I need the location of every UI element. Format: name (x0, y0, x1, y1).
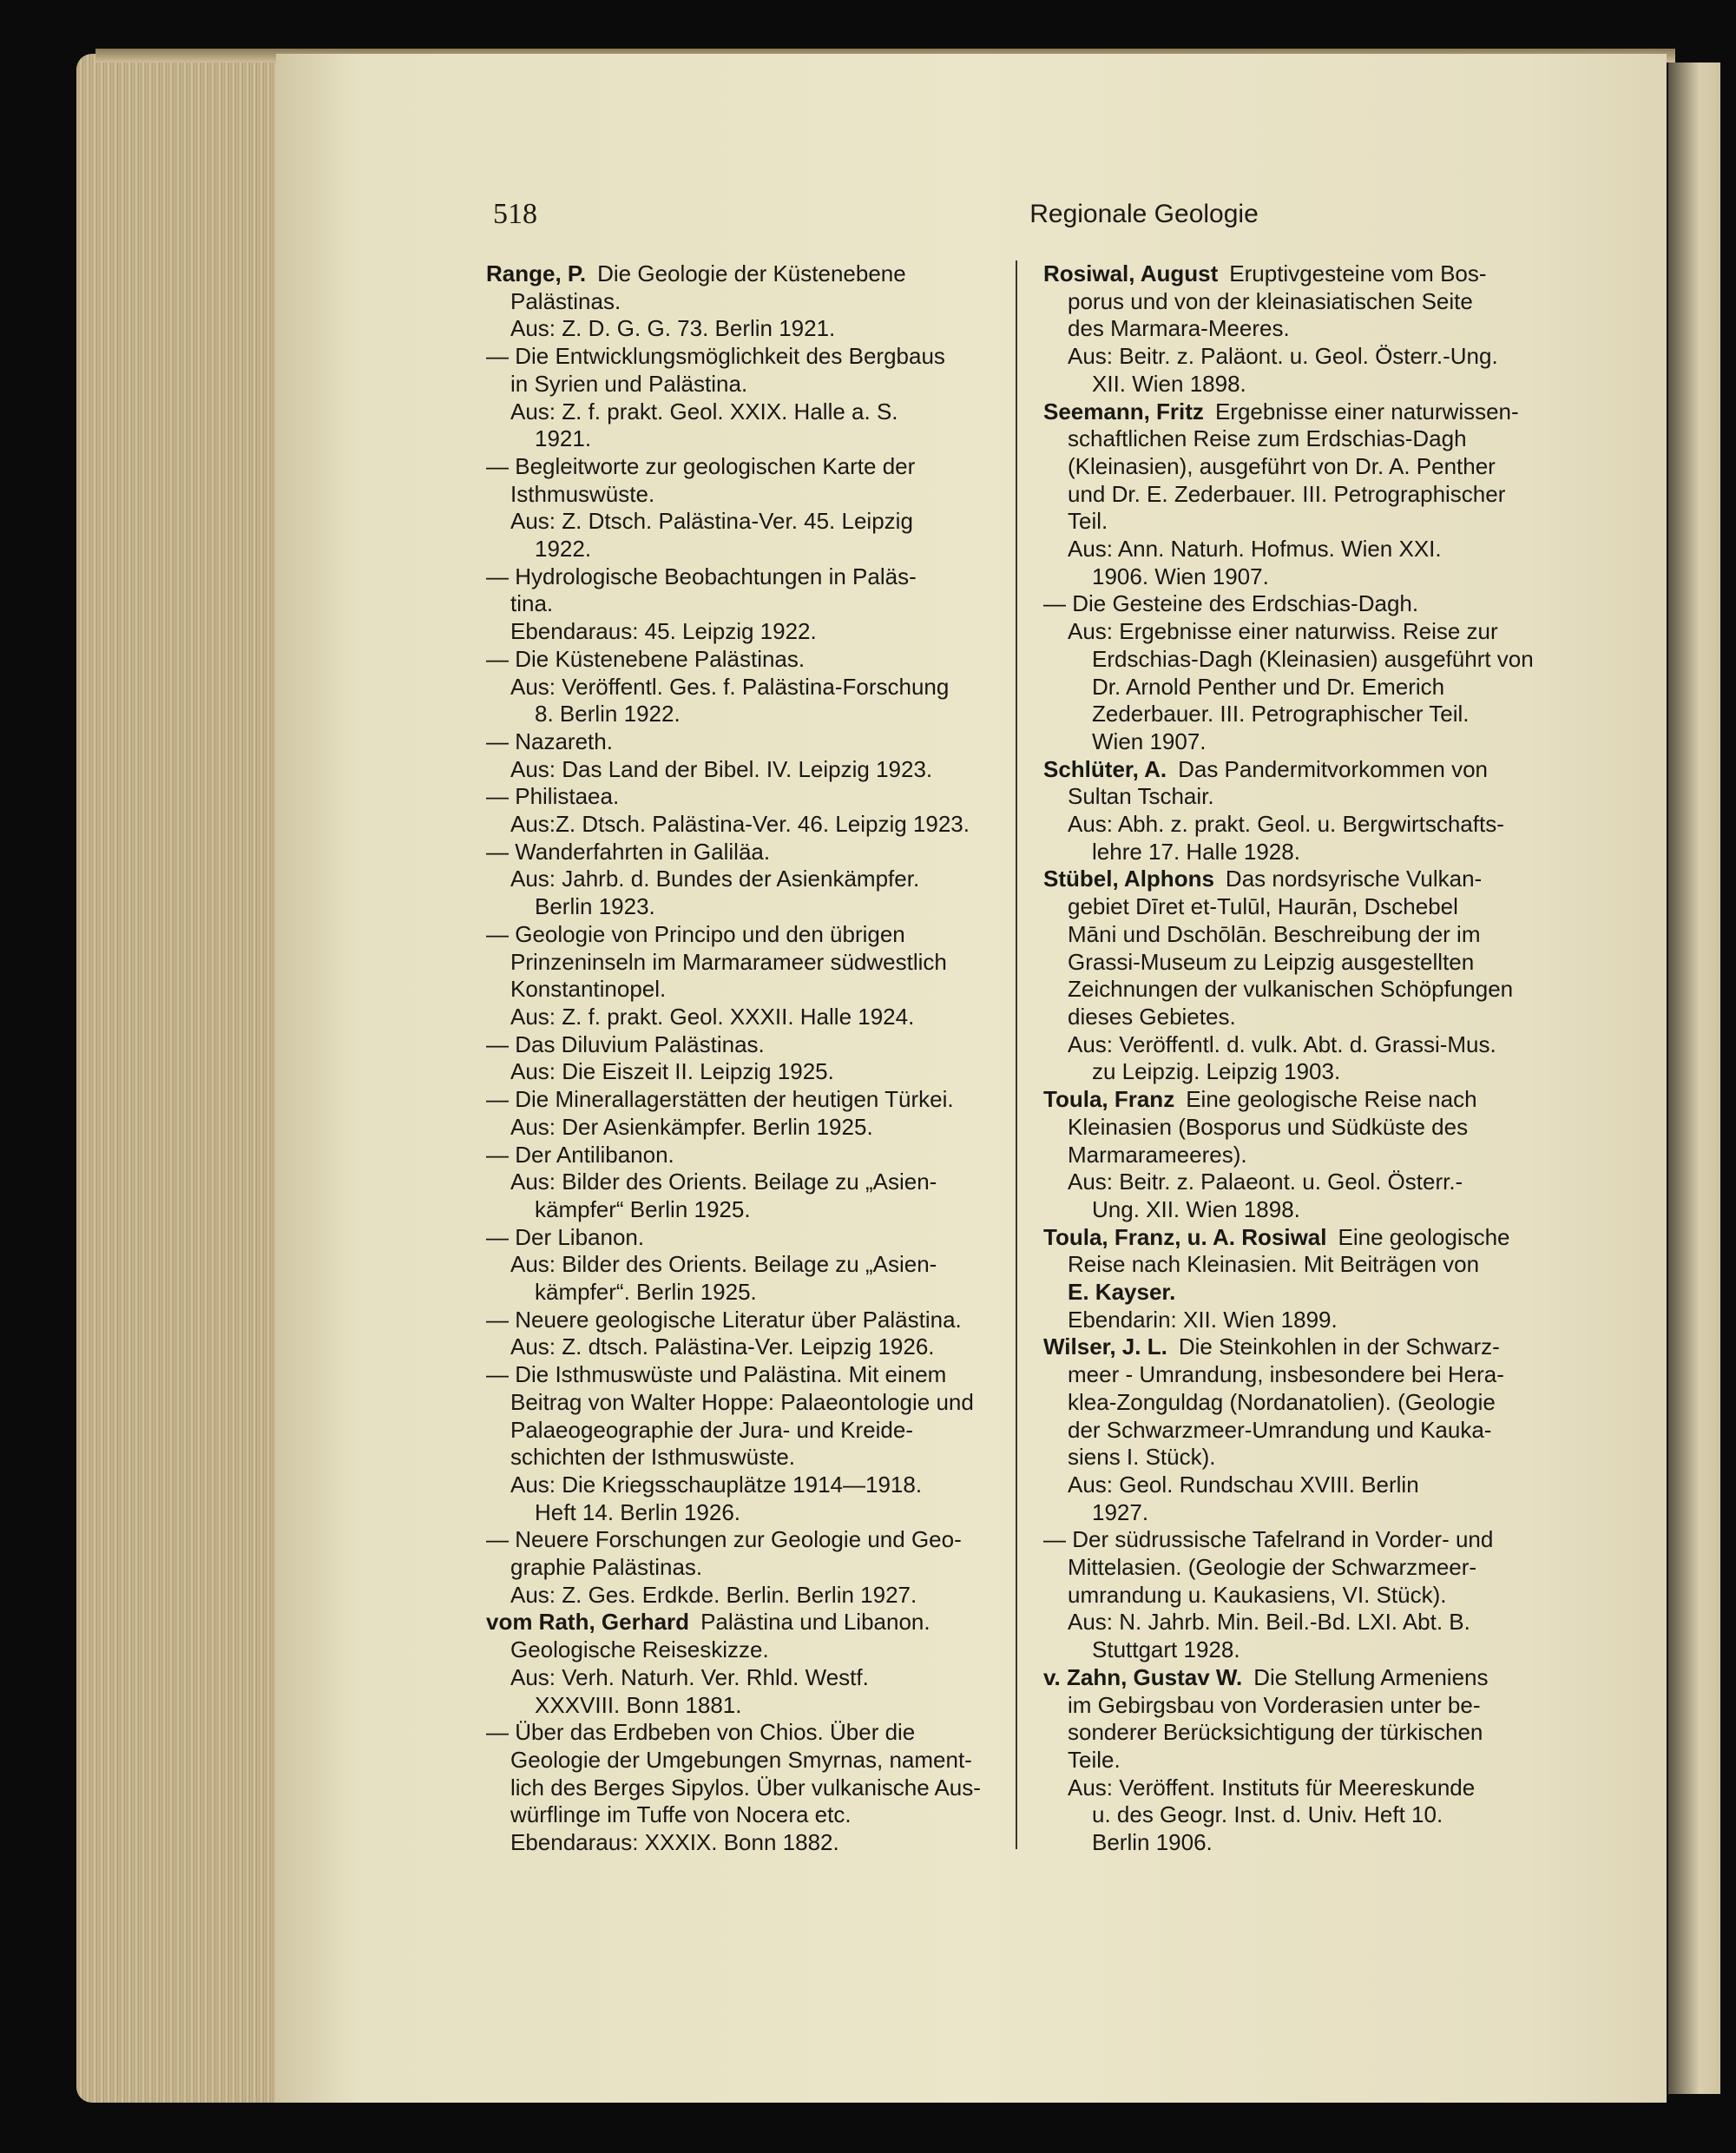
bibliography-entry (486, 1361, 1007, 1526)
bibliography-entry (486, 260, 1007, 343)
entry-text: Aus: Bilder des Orients. Beilage zu „Asien- (510, 1251, 937, 1278)
entry-author: Wilser, J. L. (1043, 1333, 1167, 1360)
entry-text: Ebendarin: XII. Wien 1899. (1068, 1306, 1338, 1333)
entry-line (486, 453, 1007, 481)
entry-author: Rosiwal, August (1043, 260, 1219, 286)
bibliography-entry (486, 921, 1007, 1031)
entry-line (486, 1389, 1007, 1417)
entry-line (1043, 590, 1564, 618)
entry-text: im Gebirgsbau von Vorderasien unter be- (1068, 1691, 1481, 1718)
entry-line (486, 1774, 1007, 1802)
entry-line (486, 315, 1007, 343)
entry-text: der Schwarzmeer-Umrandung und Kauka- (1068, 1416, 1492, 1443)
entry-line (1043, 1333, 1564, 1361)
entry-text: Das nordsyrische Vulkan- (1225, 866, 1483, 892)
entry-text: E. Kayser. (1068, 1279, 1176, 1306)
entry-text: Sultan Tschair. (1068, 783, 1214, 810)
entry-line (1043, 1747, 1564, 1774)
entry-line (486, 1169, 1007, 1196)
entry-text: Konstantinopel. (510, 976, 667, 1003)
entry-line (486, 343, 1007, 371)
entry-text: Die Steinkohlen in der Schwarz- (1178, 1333, 1500, 1360)
bibliography-entry (486, 1526, 1007, 1609)
entry-text: Aus: Abh. z. prakt. Geol. u. Bergwirtschafts- (1068, 811, 1504, 838)
entry-line (1043, 536, 1564, 563)
entry-line (486, 1444, 1007, 1472)
entry-text: — Die Gesteine des Erdschias-Dagh. (1043, 590, 1419, 617)
entry-line (486, 701, 1007, 728)
entry-line (1043, 1058, 1564, 1086)
entry-line (1043, 453, 1564, 481)
entry-text: Aus: Das Land der Bibel. IV. Leipzig 1923. (510, 755, 933, 782)
entry-line (486, 1114, 1007, 1142)
bibliography-entry (1043, 1333, 1564, 1526)
entry-text: Grassi-Museum zu Leipzig ausgestellten (1068, 948, 1475, 975)
entry-line (486, 1526, 1007, 1554)
entry-text: 1906. Wien 1907. (1092, 563, 1269, 589)
entry-text: Aus: Z. f. prakt. Geol. XXXII. Halle 1924. (510, 1003, 915, 1030)
entry-author: Toula, Franz (1043, 1086, 1175, 1113)
entry-line (486, 481, 1007, 509)
bibliography-entry (1043, 398, 1564, 591)
entry-text: Aus: Die Kriegsschauplätze 1914—1918. (510, 1471, 923, 1498)
entry-line (1043, 1609, 1564, 1636)
entry-text: Isthmuswüste. (510, 480, 655, 507)
entry-text: Aus: Z. D. G. G. 73. Berlin 1921. (510, 315, 836, 342)
entry-text: u. des Geogr. Inst. d. Univ. Heft 10. (1092, 1801, 1443, 1828)
bibliography-entry (1043, 1526, 1564, 1664)
entry-line (1043, 371, 1564, 398)
entry-text: Aus: Ergebnisse einer naturwiss. Reise zur (1068, 618, 1498, 645)
entry-line (1043, 756, 1564, 784)
entry-line (486, 646, 1007, 674)
entry-author: Seemann, Fritz (1043, 398, 1204, 425)
entry-text: Stuttgart 1928. (1092, 1636, 1240, 1663)
entry-line (1043, 1664, 1564, 1692)
entry-author: Stübel, Alphons (1043, 866, 1214, 892)
entry-text: Ebendaraus: 45. Leipzig 1922. (510, 618, 817, 645)
bibliography-entry (1043, 1664, 1564, 1857)
bibliography-entry (1043, 260, 1564, 398)
entry-text: Dr. Arnold Penther und Dr. Emerich (1092, 673, 1445, 700)
entry-line (1043, 1444, 1564, 1472)
entry-line (1043, 1142, 1564, 1169)
entry-line (1043, 1554, 1564, 1582)
entry-text: Zeichnungen der vulkanischen Schöpfungen (1068, 976, 1514, 1003)
bibliography-entry (1043, 1086, 1564, 1224)
entry-line (486, 1609, 1007, 1636)
entry-line (1043, 646, 1564, 674)
entry-text: Eine geologische (1338, 1223, 1510, 1250)
entry-line (486, 1719, 1007, 1747)
entry-line (1043, 1692, 1564, 1720)
entry-line (1043, 1169, 1564, 1196)
entry-line (1043, 1719, 1564, 1747)
page-number: 518 (493, 198, 537, 230)
entry-text: Aus: N. Jahrb. Min. Beil.-Bd. LXI. Abt. B. (1068, 1609, 1470, 1636)
bibliography-entry (486, 1224, 1007, 1307)
entry-text: Ebendaraus: XXXIX. Bonn 1882. (510, 1829, 839, 1856)
entry-author: Schlüter, A. (1043, 755, 1167, 782)
entry-text: Die Stellung Armeniens (1253, 1663, 1489, 1690)
entry-line (486, 1361, 1007, 1389)
entry-line (486, 508, 1007, 536)
entry-text: und Dr. E. Zederbauer. III. Petrographischer (1068, 480, 1506, 507)
entry-text: kämpfer“ Berlin 1925. (535, 1195, 751, 1222)
entry-line (486, 1086, 1007, 1114)
entry-author: Range, P. (486, 260, 587, 286)
bibliography-entry (486, 343, 1007, 453)
entry-text: Aus: Veröffentl. d. vulk. Abt. d. Grassi-Mus. (1068, 1030, 1496, 1057)
entry-text: — Der Antilibanon. (486, 1141, 674, 1168)
entry-line (1043, 1114, 1564, 1142)
entry-line (486, 756, 1007, 784)
entry-text: XII. Wien 1898. (1092, 370, 1246, 397)
entry-text: — Geologie von Principo und den übrigen (486, 920, 905, 947)
entry-line (486, 1196, 1007, 1224)
entry-author: Toula, Franz, u. A. Rosiwal (1043, 1223, 1327, 1250)
entry-text: — Das Diluvium Palästinas. (486, 1030, 765, 1057)
entry-author: v. Zahn, Gustav W. (1043, 1663, 1243, 1690)
entry-line (1043, 1472, 1564, 1499)
entry-text: 1921. (535, 425, 592, 452)
entry-line (1043, 1361, 1564, 1389)
entry-text: 1922. (535, 536, 592, 563)
entry-line (486, 1004, 1007, 1031)
entry-line (486, 728, 1007, 756)
entry-text: Das Pandermitvorkommen von (1178, 755, 1488, 782)
bibliography-entry (1043, 590, 1564, 755)
entry-line (486, 371, 1007, 398)
page-header (493, 198, 1736, 250)
entry-text: Aus: Veröffent. Instituts für Meereskunde (1068, 1774, 1476, 1801)
entry-line (486, 1664, 1007, 1692)
entry-text: Erdschias-Dagh (Kleinasien) ausgeführt von (1092, 645, 1534, 672)
bibliography-entry (486, 1086, 1007, 1141)
entry-text: schichten der Isthmuswüste. (510, 1444, 796, 1471)
entry-line (486, 1224, 1007, 1252)
entry-text: — Philistaea. (486, 783, 620, 810)
running-head: Regionale Geologie (1029, 200, 1259, 228)
entry-line (1043, 921, 1564, 949)
entry-text: Aus: Geol. Rundschau XVIII. Berlin (1068, 1471, 1419, 1498)
entry-text: 8. Berlin 1922. (535, 701, 681, 728)
entry-text: (Kleinasien), ausgeführt von Dr. A. Penther (1068, 452, 1496, 479)
bibliography-entry (486, 1031, 1007, 1086)
entry-text: Wien 1907. (1092, 728, 1207, 754)
entry-text: Berlin 1906. (1092, 1829, 1213, 1856)
bibliography-entry (1043, 1224, 1564, 1334)
entry-line (486, 1692, 1007, 1720)
entry-text: Teile. (1068, 1746, 1121, 1773)
entry-text: klea-Zonguldag (Nordanatolien). (Geologie (1068, 1388, 1496, 1415)
entry-text: lich des Berges Sipylos. Über vulkanische Aus- (510, 1774, 981, 1801)
entry-line (1043, 1829, 1564, 1857)
entry-line (486, 1142, 1007, 1169)
entry-line (486, 1801, 1007, 1829)
entry-text: porus und von der kleinasiatischen Seite (1068, 287, 1473, 314)
entry-line (1043, 1307, 1564, 1334)
entry-line (1043, 260, 1564, 288)
bibliography-entry (486, 1719, 1007, 1857)
entry-line (486, 1058, 1007, 1086)
entry-text: — Neuere Forschungen zur Geologie und Geo- (486, 1526, 962, 1553)
book-page-edges (76, 54, 285, 2103)
entry-line (1043, 343, 1564, 371)
bibliography-entry (1043, 866, 1564, 1086)
entry-line (486, 398, 1007, 426)
entry-line (486, 839, 1007, 866)
entry-line (486, 1279, 1007, 1307)
entry-line (1043, 1224, 1564, 1252)
left-column (486, 260, 1007, 1857)
entry-text: Marmarameeres). (1068, 1141, 1247, 1168)
entry-line (1043, 508, 1564, 536)
entry-line (1043, 1251, 1564, 1279)
entry-text: Ung. XII. Wien 1898. (1092, 1195, 1300, 1222)
entry-text: siens I. Stück). (1068, 1444, 1216, 1471)
entry-text: Beitrag von Walter Hoppe: Palaeontologie und (510, 1388, 974, 1415)
entry-author: vom Rath, Gerhard (486, 1609, 690, 1636)
entry-text: lehre 17. Halle 1928. (1092, 838, 1300, 865)
entry-line (486, 288, 1007, 316)
entry-text: meer - Umrandung, insbesondere bei Hera- (1068, 1361, 1504, 1388)
entry-line (1043, 1774, 1564, 1802)
entry-line (486, 976, 1007, 1004)
entry-text: Prinzeninseln im Marmarameer südwestlich (510, 948, 947, 975)
entry-text: — Hydrologische Beobachtungen in Paläs- (486, 563, 917, 589)
entry-line (1043, 398, 1564, 426)
entry-line (1043, 811, 1564, 839)
entry-text: graphie Palästinas. (510, 1554, 703, 1581)
entry-text: Aus: Jahrb. d. Bundes der Asienkämpfer. (510, 866, 920, 892)
entry-text: gebiet Dīret et-Tulūl, Haurān, Dschebel (1068, 893, 1458, 920)
entry-text: Māni und Dschōlān. Beschreibung der im (1068, 920, 1481, 947)
entry-line (1043, 1279, 1564, 1307)
bibliography-entry (486, 1142, 1007, 1224)
entry-text: zu Leipzig. Leipzig 1903. (1092, 1058, 1341, 1085)
entry-text: Aus: Der Asienkämpfer. Berlin 1925. (510, 1113, 873, 1140)
entry-line (1043, 866, 1564, 893)
entry-text: 1927. (1092, 1498, 1149, 1525)
entry-text: Aus: Z. Dtsch. Palästina-Ver. 45. Leipzig (510, 508, 913, 535)
entry-text: Aus: Beitr. z. Paläont. u. Geol. Österr.-Ung. (1068, 343, 1498, 370)
entry-line (486, 1251, 1007, 1279)
bibliography-entry (486, 1307, 1007, 1361)
entry-line (486, 1829, 1007, 1857)
entry-line (1043, 893, 1564, 921)
entry-text: — Der südrussische Tafelrand in Vorder- und (1043, 1526, 1494, 1553)
entry-text: Die Geologie der Küstenebene (597, 260, 906, 286)
entry-text: Zederbauer. III. Petrographischer Teil. (1092, 701, 1470, 728)
entry-text: — Die Küstenebene Palästinas. (486, 645, 806, 672)
entry-line (1043, 1417, 1564, 1445)
entry-text: schaftlichen Reise zum Erdschias-Dagh (1068, 425, 1467, 452)
entry-line (1043, 618, 1564, 646)
entry-line (486, 1472, 1007, 1499)
bibliography-entry (486, 1609, 1007, 1719)
entry-text: Aus:Z. Dtsch. Palästina-Ver. 46. Leipzig 1923. (510, 811, 970, 838)
entry-line (486, 811, 1007, 839)
entry-text: XXXVIII. Bonn 1881. (535, 1691, 742, 1718)
entry-text: Aus: Beitr. z. Palaeont. u. Geol. Österr.- (1068, 1169, 1463, 1195)
entry-text: Eine geologische Reise nach (1186, 1086, 1477, 1113)
facing-page-edge (1668, 63, 1720, 2094)
entry-line (486, 1554, 1007, 1582)
entry-text: Aus: Veröffentl. Ges. f. Palästina-Forschung (510, 673, 950, 700)
entry-line (486, 949, 1007, 977)
entry-line (1043, 1801, 1564, 1829)
entry-text: Aus: Bilder des Orients. Beilage zu „Asien- (510, 1169, 937, 1195)
entry-text: Aus: Z. f. prakt. Geol. XXIX. Halle a. S. (510, 398, 898, 425)
entry-text: sonderer Berücksichtigung der türkischen (1068, 1719, 1483, 1746)
bibliography-entry (1043, 756, 1564, 866)
entry-text: tina. (510, 590, 554, 617)
entry-text: dieses Gebietes. (1068, 1003, 1236, 1030)
entry-text: umrandung u. Kaukasiens, VI. Stück). (1068, 1581, 1447, 1608)
entry-text: Palästina und Libanon. (700, 1609, 930, 1636)
entry-text: Aus: Ann. Naturh. Hofmus. Wien XXI. (1068, 536, 1442, 563)
entry-text: — Begleitworte zur geologischen Karte der (486, 452, 916, 479)
entry-text: in Syrien und Palästina. (510, 370, 748, 397)
bibliography-entry (486, 839, 1007, 921)
entry-text: des Marmara-Meeres. (1068, 315, 1290, 342)
entry-line (486, 921, 1007, 949)
entry-text: Palästinas. (510, 287, 621, 314)
entry-text: Aus: Z. dtsch. Palästina-Ver. Leipzig 1926. (510, 1333, 935, 1360)
entry-text: — Die Minerallagerstätten der heutigen Türkei. (486, 1086, 954, 1113)
entry-text: Ergebnisse einer naturwissen- (1214, 398, 1519, 425)
entry-line (486, 260, 1007, 288)
entry-text: — Nazareth. (486, 728, 613, 754)
right-column (1043, 260, 1564, 1857)
entry-line (486, 536, 1007, 563)
bibliography-entry (486, 563, 1007, 646)
bibliography-entry (486, 728, 1007, 783)
entry-line (1043, 1086, 1564, 1114)
entry-line (486, 1747, 1007, 1774)
bibliography-entry (486, 646, 1007, 728)
entry-text: Berlin 1923. (535, 893, 655, 920)
entry-line (1043, 1196, 1564, 1224)
entry-text: Teil. (1068, 508, 1108, 535)
entry-text: Kleinasien (Bosporus und Südküste des (1068, 1113, 1469, 1140)
entry-line (486, 1499, 1007, 1527)
entry-text: Geologische Reiseskizze. (510, 1636, 769, 1663)
entry-line (486, 590, 1007, 618)
entry-text: — Die Isthmuswüste und Palästina. Mit einem (486, 1361, 947, 1388)
entry-line (486, 893, 1007, 921)
entry-line (486, 1636, 1007, 1664)
entry-text: Palaeogeographie der Jura- und Kreide- (510, 1416, 913, 1443)
entry-line (486, 674, 1007, 701)
bibliography-entry (486, 453, 1007, 563)
entry-line (1043, 315, 1564, 343)
entry-line (1043, 288, 1564, 316)
entry-line (1043, 674, 1564, 701)
entry-line (486, 1031, 1007, 1059)
entry-line (1043, 1004, 1564, 1031)
entry-line (486, 1307, 1007, 1334)
entry-line (1043, 1582, 1564, 1610)
entry-text: Reise nach Kleinasien. Mit Beiträgen von (1068, 1251, 1480, 1278)
entry-text: Aus: Die Eiszeit II. Leipzig 1925. (510, 1058, 834, 1085)
entry-line (1043, 1499, 1564, 1527)
entry-line (1043, 839, 1564, 866)
entry-line (486, 1333, 1007, 1361)
entry-line (486, 1582, 1007, 1610)
entry-text: Geologie der Umgebungen Smyrnas, nament- (510, 1746, 972, 1773)
entry-line (486, 425, 1007, 453)
entry-line (1043, 425, 1564, 453)
bibliography-entry (486, 783, 1007, 838)
entry-text: — Neuere geologische Literatur über Palästina. (486, 1306, 962, 1333)
entry-line (1043, 1389, 1564, 1417)
entry-line (1043, 1526, 1564, 1554)
entry-line (1043, 563, 1564, 591)
entry-text: — Wanderfahrten in Galiläa. (486, 838, 771, 865)
entry-line (486, 563, 1007, 591)
entry-text: Mittelasien. (Geologie der Schwarzmeer- (1068, 1554, 1477, 1581)
entry-line (1043, 976, 1564, 1004)
entry-line (1043, 481, 1564, 509)
entry-line (486, 618, 1007, 646)
column-divider (1016, 260, 1017, 1849)
entry-line (1043, 1031, 1564, 1059)
entry-text: — Über das Erdbeben von Chios. Über die (486, 1719, 916, 1746)
entry-text: würflinge im Tuffe von Nocera etc. (510, 1801, 852, 1828)
entry-text: — Die Entwicklungsmöglichkeit des Bergbaus (486, 343, 945, 370)
entry-line (486, 866, 1007, 893)
entry-line (486, 783, 1007, 811)
entry-text: Heft 14. Berlin 1926. (535, 1498, 741, 1525)
entry-text: kämpfer“. Berlin 1925. (535, 1279, 757, 1306)
entry-line (1043, 1636, 1564, 1664)
entry-text: Eruptivgesteine vom Bos- (1229, 260, 1487, 286)
entry-line (1043, 701, 1564, 728)
entry-line (1043, 949, 1564, 977)
entry-line (486, 1417, 1007, 1445)
entry-text: Aus: Verh. Naturh. Ver. Rhld. Westf. (510, 1663, 869, 1690)
entry-text: Aus: Z. Ges. Erdkde. Berlin. Berlin 1927. (510, 1581, 917, 1608)
entry-line (1043, 728, 1564, 756)
entry-text: — Der Libanon. (486, 1223, 645, 1250)
entry-line (1043, 783, 1564, 811)
